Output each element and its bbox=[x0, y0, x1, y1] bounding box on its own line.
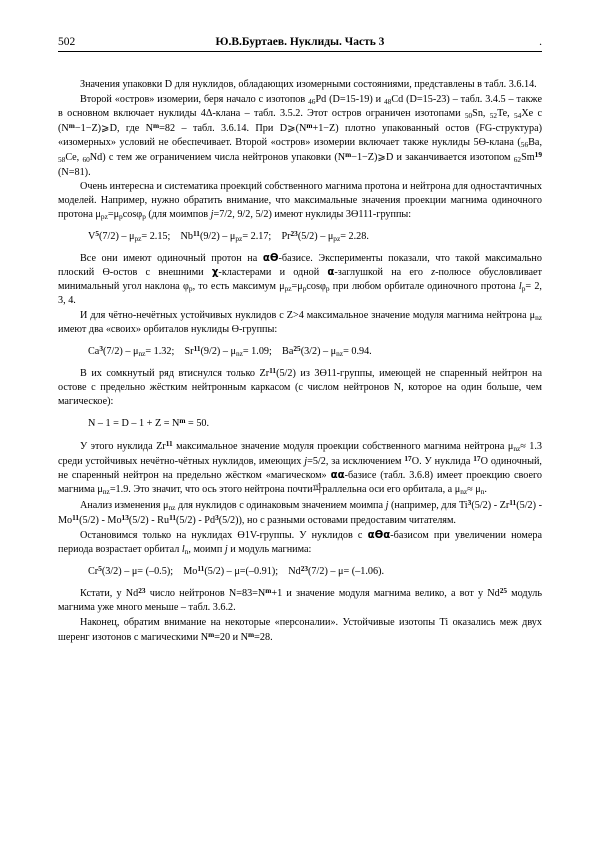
body-paragraph: Значения упаковки D для нуклидов, обладающих изомерными состояниями, представлены в табл. 3.6.14. bbox=[80, 79, 537, 90]
body-paragraph: И для чётно-нечётных устойчивых нуклидов с Z>4 максимальное значение модуля магнима нейтрона $\mu_{nz}$ имеют два «своих» орбиталов нуклиды Ө-группы: bbox=[58, 309, 542, 335]
body-paragraph: Остановимся только на нуклидах Ө1V-группы. У нуклидов с αӨα-базисом при увеличении номера периода возрастает орбитал $l_n$, моимп j и модуль магнима: bbox=[58, 529, 543, 556]
body-paragraph: Кстати, у Nd$^{23}$ число нейтронов $N=83=N^m+1$ и значение модуля магнима велико, а вот у Nd$^{25}$ модуль магнима уже много меньше – табл. 3.6.2. bbox=[58, 586, 542, 614]
body-paragraph: Все они имеют одиночный протон на αӨ-базисе. Эксперименты показали, что такой максимально плоский Ө-остов с внешними χ-кластерами и одной α-заглушкой на его z-полюсе обусловливает минимальный угол наклона $\varphi_p$, то есть максимум $\mu_{pz}=\mu_p\cos\varphi_p$ при любом орбитале одиночного протона $l_p= 2$, 3, 4. bbox=[58, 252, 543, 306]
page-header bbox=[58, 36, 542, 52]
body-paragraph: У этого нуклида Zr$^{11}$ максимальное значение модуля проекции собственного магнима нейтрона $\mu_{nz}\approx 1.3$ среди устойчивых нечётно-чётных нуклидов, имеющих j=5/2, за исключением $^{17}$О. У нуклида $^{17}$О одиночный, не спаренный нейтрон на предельно жёстком «магическом» αα-базисе (табл. 3.6.8) имеет проекцию своего магнима $\mu_{nz}=1.9$. Это значит, что ось этого нейтрона почти파раллельна оси его орбитала, а $\mu_{nz}\approx \mu_n$. bbox=[58, 438, 543, 497]
body-paragraph: Второй «остров» изомерии, беря начало с изотопов $_{46}$Pd (D=15-19) и $_{48}$Cd (D=15-23) – табл. 3.4.5 – также в основном включает нуклиды 4Δ-клана – табл. 3.5.2. Этот остров ограничен изотопами $_{50}$Sn, $_{52}$Te, $_{54}$Xe с $(N^m-1-Z)⩾D$, где $N^m=82$ – табл. 3.6.14. При $D⩾(N^m+1-Z)$ плотно упакованный остов (FG-структура) «изомерных» условий не обеспечивает. Второй «остров» изомерии включает также нуклиды 5Ө-клана ($_{56}Ba$, $_{58}$Ce, $_{60}$Nd) с тем же ограничением числа нейтронов упаковки $(N^m-1-Z)⩾D$ и заканчивается изотопом $_{62}Sm^{19}$ (N=81). bbox=[58, 93, 543, 178]
body-paragraph: Анализ изменения $\mu_{nz}$ для нуклидов с одинаковым значением моимпа j (например, для Ti$^3$(5/2) - Zr$^{11}$(5/2) - Mo$^{11}$(5/2) - Mo$^{13}$(5/2) - Ru$^{11}$(5/2) - Pd$^3$(5/2)), но с разными остовами предоставим читателям. bbox=[58, 497, 542, 527]
body-paragraph: В их сомкнутый ряд втиснулся только Zr$^{11}$(5/2) из 3Ө11-группы, имеющей не спаренный нейтрон на остове с предельно жёстким нейтронным каркасом (с числом нейтронов N, которое на один больше, чем магическое): bbox=[58, 366, 542, 408]
article-body bbox=[58, 78, 542, 645]
page-number: 502 bbox=[58, 36, 76, 48]
equation-line: $N - 1 = D - 1 + Z = N^m = 50$. bbox=[88, 416, 210, 430]
body-paragraph: Очень интересна и систематика проекций собственного магнима протона и нейтрона для одностачтичных моделей. Например, нужно обратить внимание, что максимальные значения проекции магнима одиночного протона $\mu_{pz}=\mu_p\cos\varphi_p$ (для моимпов j=7/2, 9/2, 5/2) имеют нуклиды 3Ө111-группы: bbox=[58, 181, 542, 222]
running-title: Ю.В.Буртаев. Нуклиды. Часть 3 bbox=[215, 36, 385, 48]
equation-line: $V^5(7/2) - \mu_{pz}= 2.15$; $Nb^{11}(9/2) - \mu_{pz}= 2.17$; $Pr^{23}(5/2) - \mu_{pz}= 2.28$. bbox=[88, 229, 369, 244]
equation-line: $Ca^3(7/2) - \mu_{nz}= 1.32$; $Sr^{11}(9/2) - \mu_{nz}= 1.09$; $Ba^{25}(3/2) - \mu_{nz}= 0.94$. bbox=[88, 343, 372, 358]
equation-line: Cr$^5$(3/2) – μ= (–0.5); Mo$^{11}$(5/2) – μ=(–0.91); Nd$^{23}$(7/2) – μ= (–1.06). bbox=[88, 563, 385, 577]
header-tail-mark: . bbox=[539, 36, 542, 48]
body-paragraph: Наконец, обратим внимание на некоторые «персоналии». Устойчивые изотопы Ti оказались меж двух шеренг изотонов с магическими $N^m=20$ и $N^m=28$. bbox=[58, 616, 542, 643]
